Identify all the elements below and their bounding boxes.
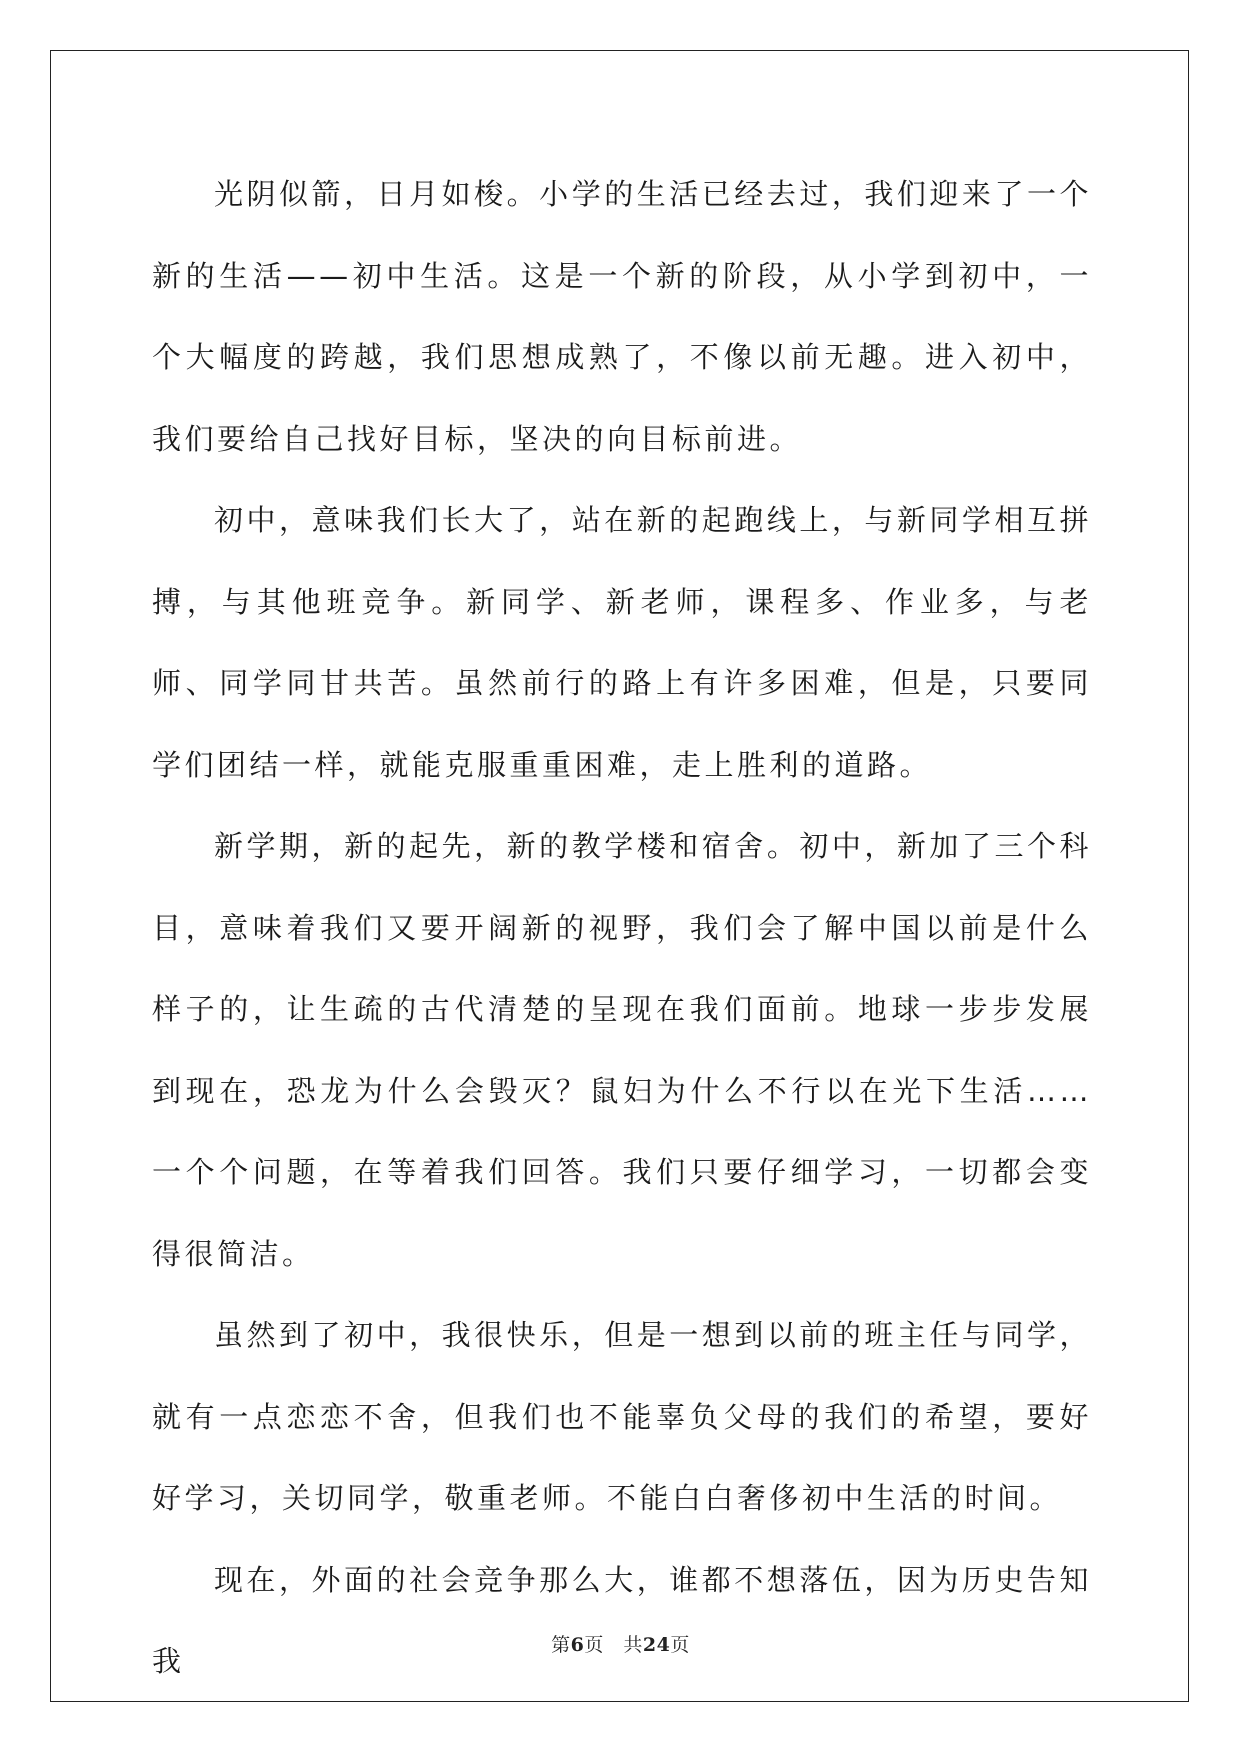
- footer-suffix: 页: [670, 1634, 690, 1656]
- paragraph: 现在，外面的社会竞争那么大，谁都不想落伍，因为历史告知我: [152, 1562, 1092, 1678]
- document-body: [152, 154, 1092, 1703]
- total-page-count: 24: [642, 1634, 671, 1656]
- paragraph: 初中，意味我们长大了，站在新的起跑线上，与新同学相互拼搏，与其他班竞争。新同学、新老师，课程多、作业多，与老师、同学同甘共苦。虽然前行的路上有许多困难，但是，只要同学们团结一样，就能克服重重困难，走上胜利的道路。: [152, 503, 1092, 782]
- paragraph: 新学期，新的起先，新的教学楼和宿舍。初中，新加了三个科目，意味着我们又要开阔新的视野，我们会了解中国以前是什么样子的，让生疏的古代清楚的呈现在我们面前。地球一步步发展到现在，恐龙为什么会毁灭？鼠妇为什么不行以在光下生活……一个个问题，在等着我们回答。我们只要仔细学习，一切都会变得很简洁。: [152, 829, 1092, 1271]
- paragraph: 虽然到了初中，我很快乐，但是一想到以前的班主任与同学，就有一点恋恋不舍，但我们也不能辜负父母的我们的希望，要好好学习，关切同学，敬重老师。不能白白奢侈初中生活的时间。: [152, 1318, 1092, 1515]
- footer-prefix: 第: [551, 1634, 571, 1656]
- page-footer: [0, 1630, 1241, 1657]
- current-page-number: 6: [570, 1634, 585, 1656]
- paragraph: 光阴似箭，日月如梭。小学的生活已经去过，我们迎来了一个新的生活——初中生活。这是一个新的阶段，从小学到初中，一个大幅度的跨越，我们思想成熟了，不像以前无趣。进入初中，我们要给自己找好目标，坚决的向目标前进。: [152, 177, 1092, 456]
- footer-middle: 页 共: [584, 1634, 643, 1656]
